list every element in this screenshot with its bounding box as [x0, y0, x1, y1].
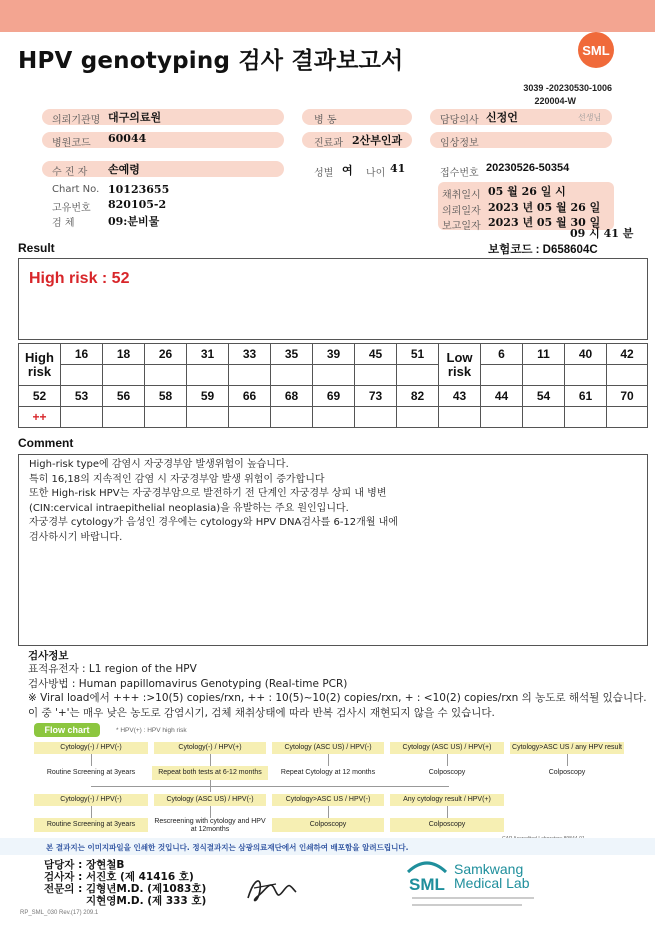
- request-label: 의뢰일자: [442, 206, 481, 217]
- result-cell: [187, 407, 229, 428]
- hpv-58: 58: [145, 386, 187, 407]
- result-cell: [397, 407, 439, 428]
- result-cell: [61, 407, 103, 428]
- hpv-59: 59: [187, 386, 229, 407]
- flow-arrow: [91, 754, 92, 766]
- flow-connector: [91, 786, 449, 787]
- request-value: 2023 년 05 월 26 일: [488, 201, 601, 214]
- signature-icon: [240, 870, 300, 906]
- svg-text:SML: SML: [409, 875, 445, 894]
- result-box: [18, 258, 648, 340]
- result-cell: [271, 407, 313, 428]
- flow-r3-1: Cytology(-) / HPV(-): [34, 794, 148, 806]
- result-cell: [397, 365, 439, 386]
- company-name-2: Medical Lab: [454, 875, 530, 891]
- info-method: 검사방법 : Human papillomavirus Genotyping (Real-time PCR): [28, 678, 348, 690]
- flow-r1-1: Cytology(-) / HPV(-): [34, 742, 148, 754]
- unique-label: 고유번호: [52, 203, 91, 214]
- flow-arrow: [447, 806, 448, 818]
- flow-r3-2: Cytology (ASC US) / HPV(-): [154, 794, 266, 806]
- result-cell: [103, 407, 145, 428]
- unique-value: 820105-2: [108, 198, 167, 211]
- result-cell: [565, 365, 607, 386]
- flow-r2-4: Colposcopy: [428, 769, 466, 776]
- flow-arrow: [567, 754, 568, 766]
- hpv-16: 16: [61, 344, 103, 365]
- flow-r4-4: Colposcopy: [390, 818, 504, 832]
- hpv-68: 68: [271, 386, 313, 407]
- hpv-40: 40: [565, 344, 607, 365]
- comment-box: [18, 454, 648, 646]
- flow-r1-4: Cytology (ASC US) / HPV(+): [390, 742, 504, 754]
- comment-label: Comment: [18, 436, 74, 450]
- hpv-33: 33: [229, 344, 271, 365]
- examiner: 검사자 : 서진호 (제 41416 호): [44, 871, 194, 883]
- hpv-66: 66: [229, 386, 271, 407]
- flow-arrow: [447, 754, 448, 766]
- hpv-54: 54: [523, 386, 565, 407]
- high-risk-label: High risk: [19, 344, 61, 386]
- hpv-52: 52: [19, 386, 61, 407]
- flow-r4-2: Rescreening with cytology and HPV at 12months: [154, 818, 266, 833]
- hpv-26: 26: [145, 344, 187, 365]
- result-cell: [439, 407, 481, 428]
- age-value: 41: [390, 162, 406, 175]
- result-cell: [607, 407, 648, 428]
- result-cell: [229, 407, 271, 428]
- flow-arrow: [210, 754, 211, 766]
- collect-value: 05 월 26 일 시: [488, 185, 566, 198]
- specimen-value: 09:분비물: [108, 215, 160, 228]
- hosp-code-value: 60044: [108, 132, 147, 145]
- info-note: ※ Viral load에서 +++ :>10(5) copies/rxn, ++ : 10(5)~10(2) copies/rxn, + : <10(2) copies/rxn 의 농도로 해석될 있습니다. 이 중 '+'는 매우 낮은 농도로 감염시기, 검체 채취상태에 따라 반복 검사시 재현되지 않을 수 있습니다.: [28, 692, 647, 719]
- result-cell: [565, 407, 607, 428]
- doctor-label: 담당의사: [440, 115, 479, 126]
- hpv-51: 51: [397, 344, 439, 365]
- doctor-value: 신정언: [486, 111, 518, 124]
- hpv-11: 11: [523, 344, 565, 365]
- report-value: 2023 년 05 월 30 일: [488, 216, 601, 229]
- flow-r1-5: Cytology>ASC US / any HPV result: [510, 742, 624, 754]
- sex-value: 여: [342, 164, 353, 177]
- manager: 담당자 : 장현철B: [44, 859, 125, 871]
- hosp-code-label: 병원코드: [52, 138, 91, 149]
- insurance-code: 보험코드 : D658604C: [488, 244, 598, 256]
- report-time: 09 시 41 분: [570, 227, 634, 240]
- flow-r2-3: Repeat Cytology at 12 months: [280, 769, 376, 776]
- report-label: 보고일자: [442, 221, 481, 232]
- flow-r2-5: Colposcopy: [548, 769, 586, 776]
- hpv-52-result: ++: [19, 407, 61, 428]
- receipt-label: 접수번호: [440, 168, 479, 179]
- result-cell: [61, 365, 103, 386]
- doc-number-2: 220004-W: [534, 96, 576, 106]
- result-cell: [523, 365, 565, 386]
- specialist-1: 전문의 : 김형년M.D. (제1083호): [44, 883, 207, 895]
- form-number: RP_SML_030 Rev.(17) 209.1: [20, 910, 99, 916]
- result-cell: [313, 407, 355, 428]
- flow-r2-1: Routine Screening at 3years: [46, 769, 136, 776]
- hpv-69: 69: [313, 386, 355, 407]
- hpv-45: 45: [355, 344, 397, 365]
- hpv-35: 35: [271, 344, 313, 365]
- specialist-2: 지현영M.D. (제 333 호): [86, 895, 207, 907]
- clinical-label: 임상정보: [440, 138, 479, 149]
- genotype-table: [18, 343, 648, 428]
- result-cell: [607, 365, 648, 386]
- flow-r3-4: Any cytology result / HPV(+): [390, 794, 504, 806]
- hpv-31: 31: [187, 344, 229, 365]
- hpv-70: 70: [607, 386, 648, 407]
- hpv-39: 39: [313, 344, 355, 365]
- result-cell: [355, 407, 397, 428]
- flow-legend: * HPV(+) : HPV high risk: [116, 727, 187, 734]
- address-line: [412, 897, 534, 899]
- sml-footer-logo-icon: [404, 856, 450, 896]
- hospital-value: 대구의료원: [108, 111, 162, 124]
- age-label: 나이: [366, 168, 386, 179]
- high-risk-summary: High risk : 52: [29, 270, 130, 287]
- dept-value: 2산부인과: [352, 134, 403, 147]
- hpv-82: 82: [397, 386, 439, 407]
- info-label: 검사정보: [28, 650, 69, 662]
- result-cell: [271, 365, 313, 386]
- hpv-44: 44: [481, 386, 523, 407]
- flow-chart-button: Flow chart: [34, 723, 100, 737]
- top-accent-bar: [0, 0, 655, 32]
- flow-r1-2: Cytology(-) / HPV(+): [154, 742, 266, 754]
- result-cell: [523, 407, 565, 428]
- patient-info: [0, 106, 655, 240]
- flow-arrow: [91, 806, 92, 818]
- flow-r2-2: Repeat both tests at 6-12 months: [152, 766, 268, 780]
- low-risk-label: Low risk: [439, 344, 481, 386]
- hpv-6: 6: [481, 344, 523, 365]
- result-cell: [229, 365, 271, 386]
- sml-logo: SML: [578, 32, 614, 68]
- dept-label: 진료과: [314, 138, 343, 149]
- hpv-43: 43: [439, 386, 481, 407]
- collect-label: 채취일시: [442, 190, 481, 201]
- hpv-53: 53: [61, 386, 103, 407]
- chart-label: Chart No.: [52, 184, 100, 195]
- hpv-73: 73: [355, 386, 397, 407]
- result-cell: [145, 407, 187, 428]
- comment-text: High-risk type에 감염시 자궁경부암 발생위험이 높습니다. 특히 16,18의 지속적인 감염 시 자궁경부암 발생 위험이 증가합니다 또한 High-risk HPV는 자궁경부암으로 발전하기 전 단계인 자궁경부 상피 내 병변 (CIN:cervical intraepithelial neoplasia)을 유발하는 주요 원인입니다. 자궁경부 cytology가 음성인 경우에는 cytology와 HPV DNA검사를 6-12개월 내에 검사하시기 바랍니다.: [29, 459, 398, 543]
- doc-number-1: 3039 -20230530-1006: [523, 83, 612, 93]
- doctor-suffix: 선생님: [578, 113, 602, 122]
- result-cell: [355, 365, 397, 386]
- address-line: [412, 904, 522, 906]
- result-cell: [481, 407, 523, 428]
- company-name-1: Samkwang: [454, 861, 524, 877]
- result-cell: [103, 365, 145, 386]
- flow-r4-1: Routine Screening at 3years: [34, 818, 148, 832]
- name-value: 손예령: [108, 163, 140, 176]
- report-title: HPV genotyping 검사 결과보고서: [18, 48, 404, 74]
- result-cell: [187, 365, 229, 386]
- chart-value: 10123655: [108, 183, 170, 196]
- ward-label: 병 동: [314, 115, 337, 126]
- hpv-42: 42: [607, 344, 648, 365]
- flow-r4-3: Colposcopy: [272, 818, 384, 832]
- flow-r3-3: Cytology>ASC US / HPV(-): [272, 794, 384, 806]
- info-gene: 표적유전자 : L1 region of the HPV: [28, 663, 197, 675]
- hpv-18: 18: [103, 344, 145, 365]
- flow-arrow: [328, 754, 329, 766]
- result-cell: [313, 365, 355, 386]
- result-cell: [481, 365, 523, 386]
- footer-notice: 본 결과지는 이미지파일을 인쇄한 것입니다. 정식결과지는 삼광의료재단에서 인쇄하여 배포함을 알려드립니다.: [46, 843, 409, 852]
- specimen-label: 검 체: [52, 218, 75, 229]
- name-label: 수 진 자: [52, 167, 88, 178]
- receipt-value: 20230526-50354: [486, 162, 570, 174]
- hpv-56: 56: [103, 386, 145, 407]
- flow-arrow: [328, 806, 329, 818]
- flow-r1-3: Cytology (ASC US) / HPV(-): [272, 742, 384, 754]
- sex-label: 성별: [314, 168, 334, 179]
- flow-arrow: [210, 806, 211, 818]
- result-cell: [145, 365, 187, 386]
- result-label: Result: [18, 241, 55, 255]
- hpv-61: 61: [565, 386, 607, 407]
- hospital-label: 의뢰기관명: [52, 115, 101, 126]
